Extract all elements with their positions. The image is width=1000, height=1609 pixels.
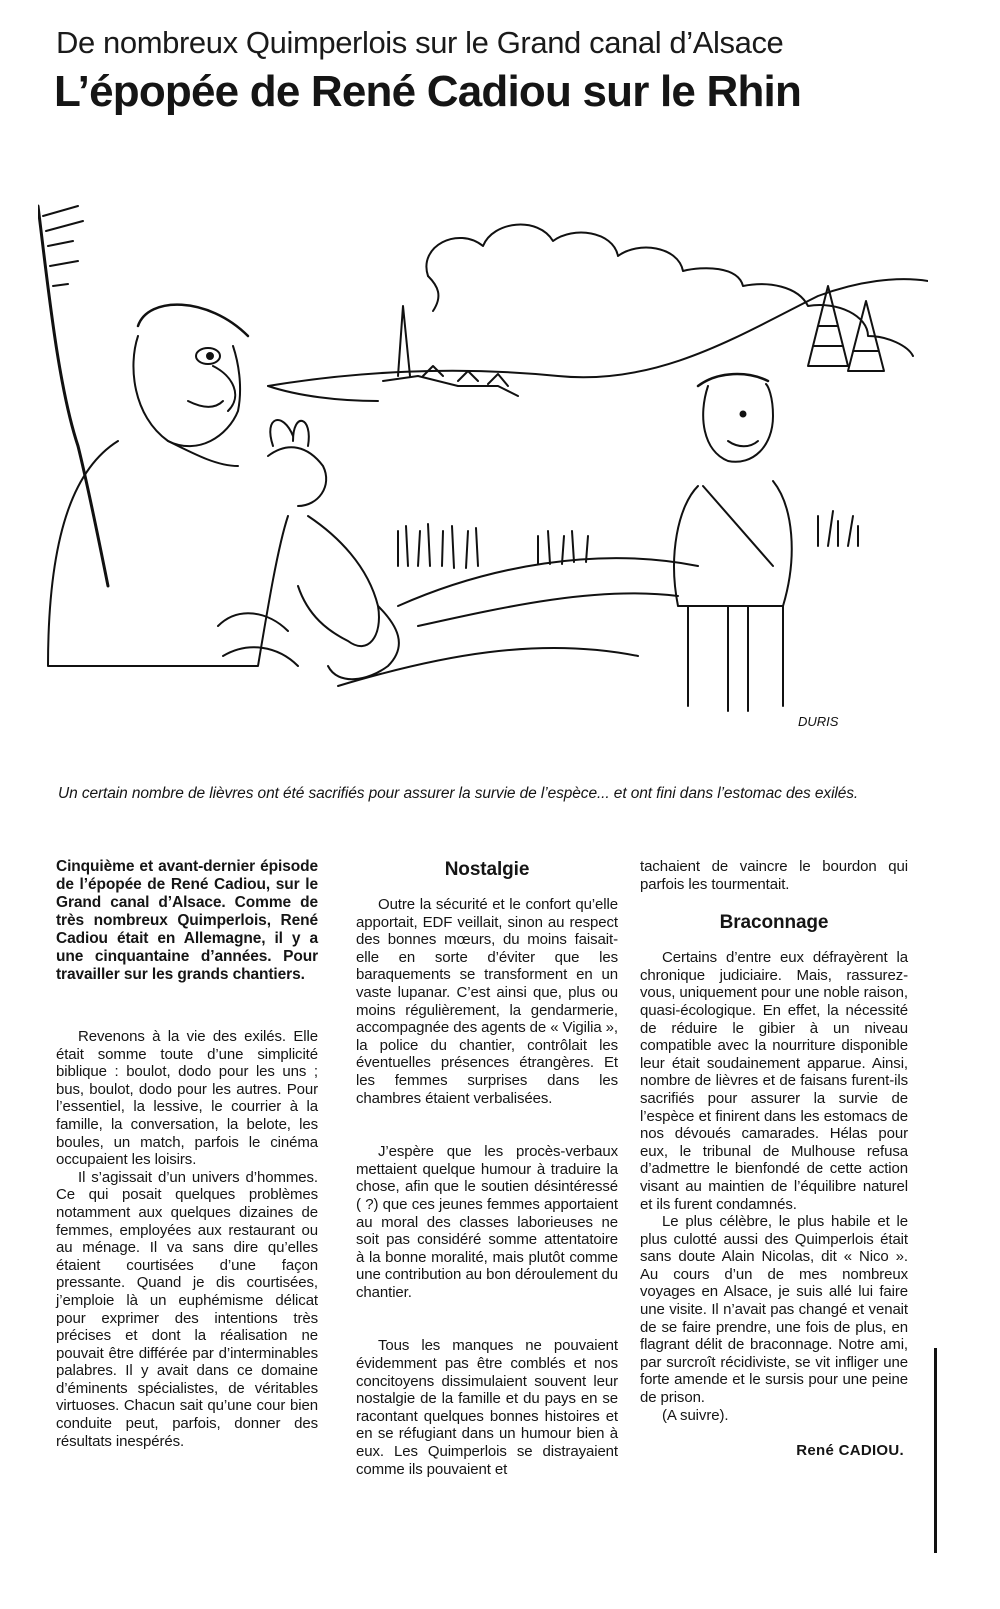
to-be-continued: (A suivre). [662,1406,729,1424]
article-column-1 [56,858,318,1450]
illustration-caption: Un certain nombre de lièvres ont été sacrifiés pour assurer la survie de l’espèce... et ont fini dans l’estomac des exilés. [58,785,859,802]
article-column-2 [356,858,618,1478]
cartoon-drawing [38,186,928,776]
article-column-3 [640,858,908,1460]
article-lede: Cinquième et avant-dernier épisode de l’épopée de René Cadiou, sur le Grand canal d’Alsace. Comme de très nombreux Quimperlois, René Cadiou était en Allemagne, il y a une cinquantaine d’années. Pour travailler sur les grands chantiers. [56,858,318,983]
section-heading-braconnage: Braconnage [719,912,829,934]
margin-rule [934,1348,937,1553]
column3-paragraph-1: Certains d’entre eux défrayèrent la chronique judiciaire. Mais, rassurez-vous, uniquement pour une noble raison, quasi-écologique. En effet, la nécessité de réduire le gibier à un niveau compatible avec la nourriture disponible leur était soudainement apparue. Ainsi, nombre de lièvres et de faisans furent-ils sacrifiés pour assurer la survie de l’espèce et finirent dans les estomacs de nos dévoués camarades. Hélas pour eux, le tribunal de Mulhouse refusa d’admettre le bienfondé de cette action visant au maintien de l’équilibre naturel et ils furent condamnés. [640,949,908,1213]
column2-paragraph-3: Tous les manques ne pouvaient évidemment pas être comblés et nos concitoyens dissimulaient souvent leur nostalgie de la famille et du pays en se racontant quelques bonnes histoires et en se réfugiant dans un humour bien à eux. Les Quimperlois se distrayaient comme ils pouvaient et [356,1337,618,1478]
column3-continuation: tachaient de vaincre le bourdon qui parfois les tourmentait. [640,858,908,893]
column2-paragraph-1: Outre la sécurité et le confort qu’elle apportait, EDF veillait, sinon au respect des bonnes mœurs, du moins faisait-elle en sorte d’éviter que les baraquements se transforment en un vaste lupanar. C’est ainsi que, plus ou moins régulièrement, la gendarmerie, accompagnée des agents de « Vigilia », la police du chantier, contrôlait les éventuelles présences étrangères. Et les femmes surprises dans les chambres étaient verbalisées. [356,896,618,1107]
column2-paragraph-2: J’espère que les procès-verbaux mettaient quelque humour à traduire la chose, afin que le soutien désintéressé ( ?) que ces jeunes femmes apportaient au moral des classes laborieuses ne soit pas considéré somme attentatoire à la bonne moralité, mais plutôt comme une contribution au bon déroulement du chantier. [356,1143,618,1301]
column3-paragraph-2: Le plus célèbre, le plus habile et le plus culotté aussi des Quimperlois était sans doute Alain Nicolas, dit « Nico ». Au cours d’un de mes nombreux voyages en Alsace, je suis allé lui faire une visite. Il n’avait pas changé et venait de se faire prendre, une fois de plus, en flagrant délit de braconnage. Notre ami, par surcroît récidiviste, se vit infliger une forte amende et le sursis pour une peine de prison. [640,1213,908,1407]
section-heading-nostalgie: Nostalgie [444,859,530,880]
column1-paragraph-2: Il s’agissait d’un univers d’hommes. Ce qui posait quelques problèmes notamment aux quelques dizaines de femmes, employées aux restaurant ou au ménage. Il va sans dire qu’elles étaient courtisées d’une façon pressante. Quand je dis courtisées, j’emploie là un euphémisme délicat pour exprimer des intentions très précises et dont la réalisation ne pouvait être différée par d’interminables palabres. Il y avait dans ce domaine d’éminents spécialistes, de véritables virtuoses. Chacun sait qu’une cour bien conduite peut, parfois, donner des résultats inespérés. [56,1168,318,1450]
headline-subtitle: De nombreux Quimperlois sur le Grand canal d’Alsace [56,25,784,60]
illustrator-signature: DURIS [798,714,839,729]
headline-title: L’épopée de René Cadiou sur le Rhin [54,67,802,116]
column1-paragraph-1: Revenons à la vie des exilés. Elle était somme toute d’une simplicité biblique : boulot, dodo pour les uns ; bus, boulot, dodo pour les autres. Pour l’essentiel, la lessive, le courrier à la famille, la conversation, la belote, les boules, un match, parfois le cinéma occupaient les loisirs. [56,1028,318,1169]
author-signature: René CADIOU. [796,1442,904,1460]
cartoon-illustration [38,186,928,776]
